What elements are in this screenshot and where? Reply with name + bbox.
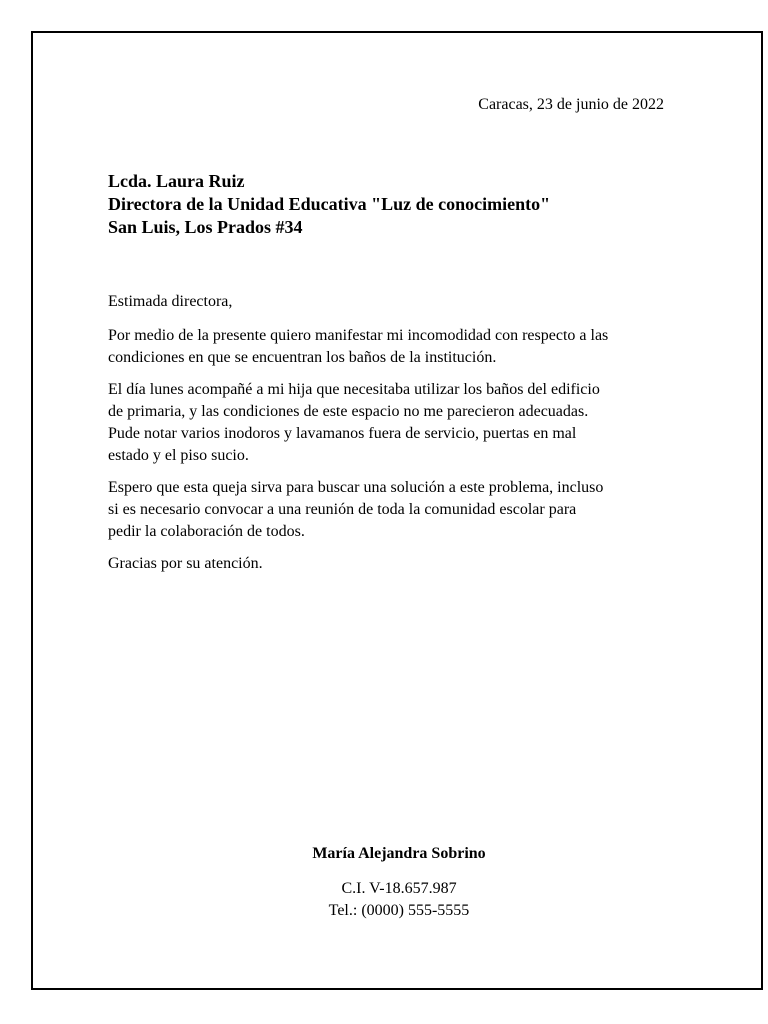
closing: Gracias por su atención.	[108, 555, 263, 572]
recipient-title: Directora de la Unidad Educativa "Luz de conocimiento"	[108, 194, 551, 214]
letter-date: Caracas, 23 de junio de 2022	[478, 96, 664, 113]
paragraph-line: Espero que esta queja sirva para buscar una solución a este problema, incluso	[108, 479, 604, 496]
paragraph-line: estado y el piso sucio.	[108, 447, 249, 464]
paragraph-line: condiciones en que se encuentran los baños de la institución.	[108, 349, 497, 366]
paragraph-line: si es necesario convocar a una reunión de toda la comunidad escolar para	[108, 501, 577, 518]
signer-phone: Tel.: (0000) 555-5555	[328, 902, 470, 919]
recipient-block	[108, 170, 550, 239]
letter-page	[31, 31, 763, 990]
letter-body	[108, 291, 668, 585]
paragraph-line: pedir la colaboración de todos.	[108, 523, 305, 540]
paragraph-line: de primaria, y las condiciones de este espacio no me parecieron adecuadas.	[108, 403, 589, 420]
paragraph-2	[108, 379, 668, 467]
paragraph-line: El día lunes acompañé a mi hija que necesitaba utilizar los baños del edificio	[108, 381, 600, 398]
signature-block	[33, 844, 765, 922]
greeting: Estimada directora,	[108, 293, 233, 310]
paragraph-1	[108, 325, 668, 369]
recipient-address: San Luis, Los Prados #34	[108, 217, 303, 237]
signer-id: C.I. V-18.657.987	[341, 880, 457, 897]
paragraph-line: Pude notar varios inodoros y lavamanos fuera de servicio, puertas en mal	[108, 425, 577, 442]
paragraph-line: Por medio de la presente quiero manifestar mi incomodidad con respecto a las	[108, 327, 609, 344]
signer-name: María Alejandra Sobrino	[312, 845, 486, 862]
paragraph-3	[108, 477, 668, 543]
recipient-name: Lcda. Laura Ruiz	[108, 171, 245, 191]
